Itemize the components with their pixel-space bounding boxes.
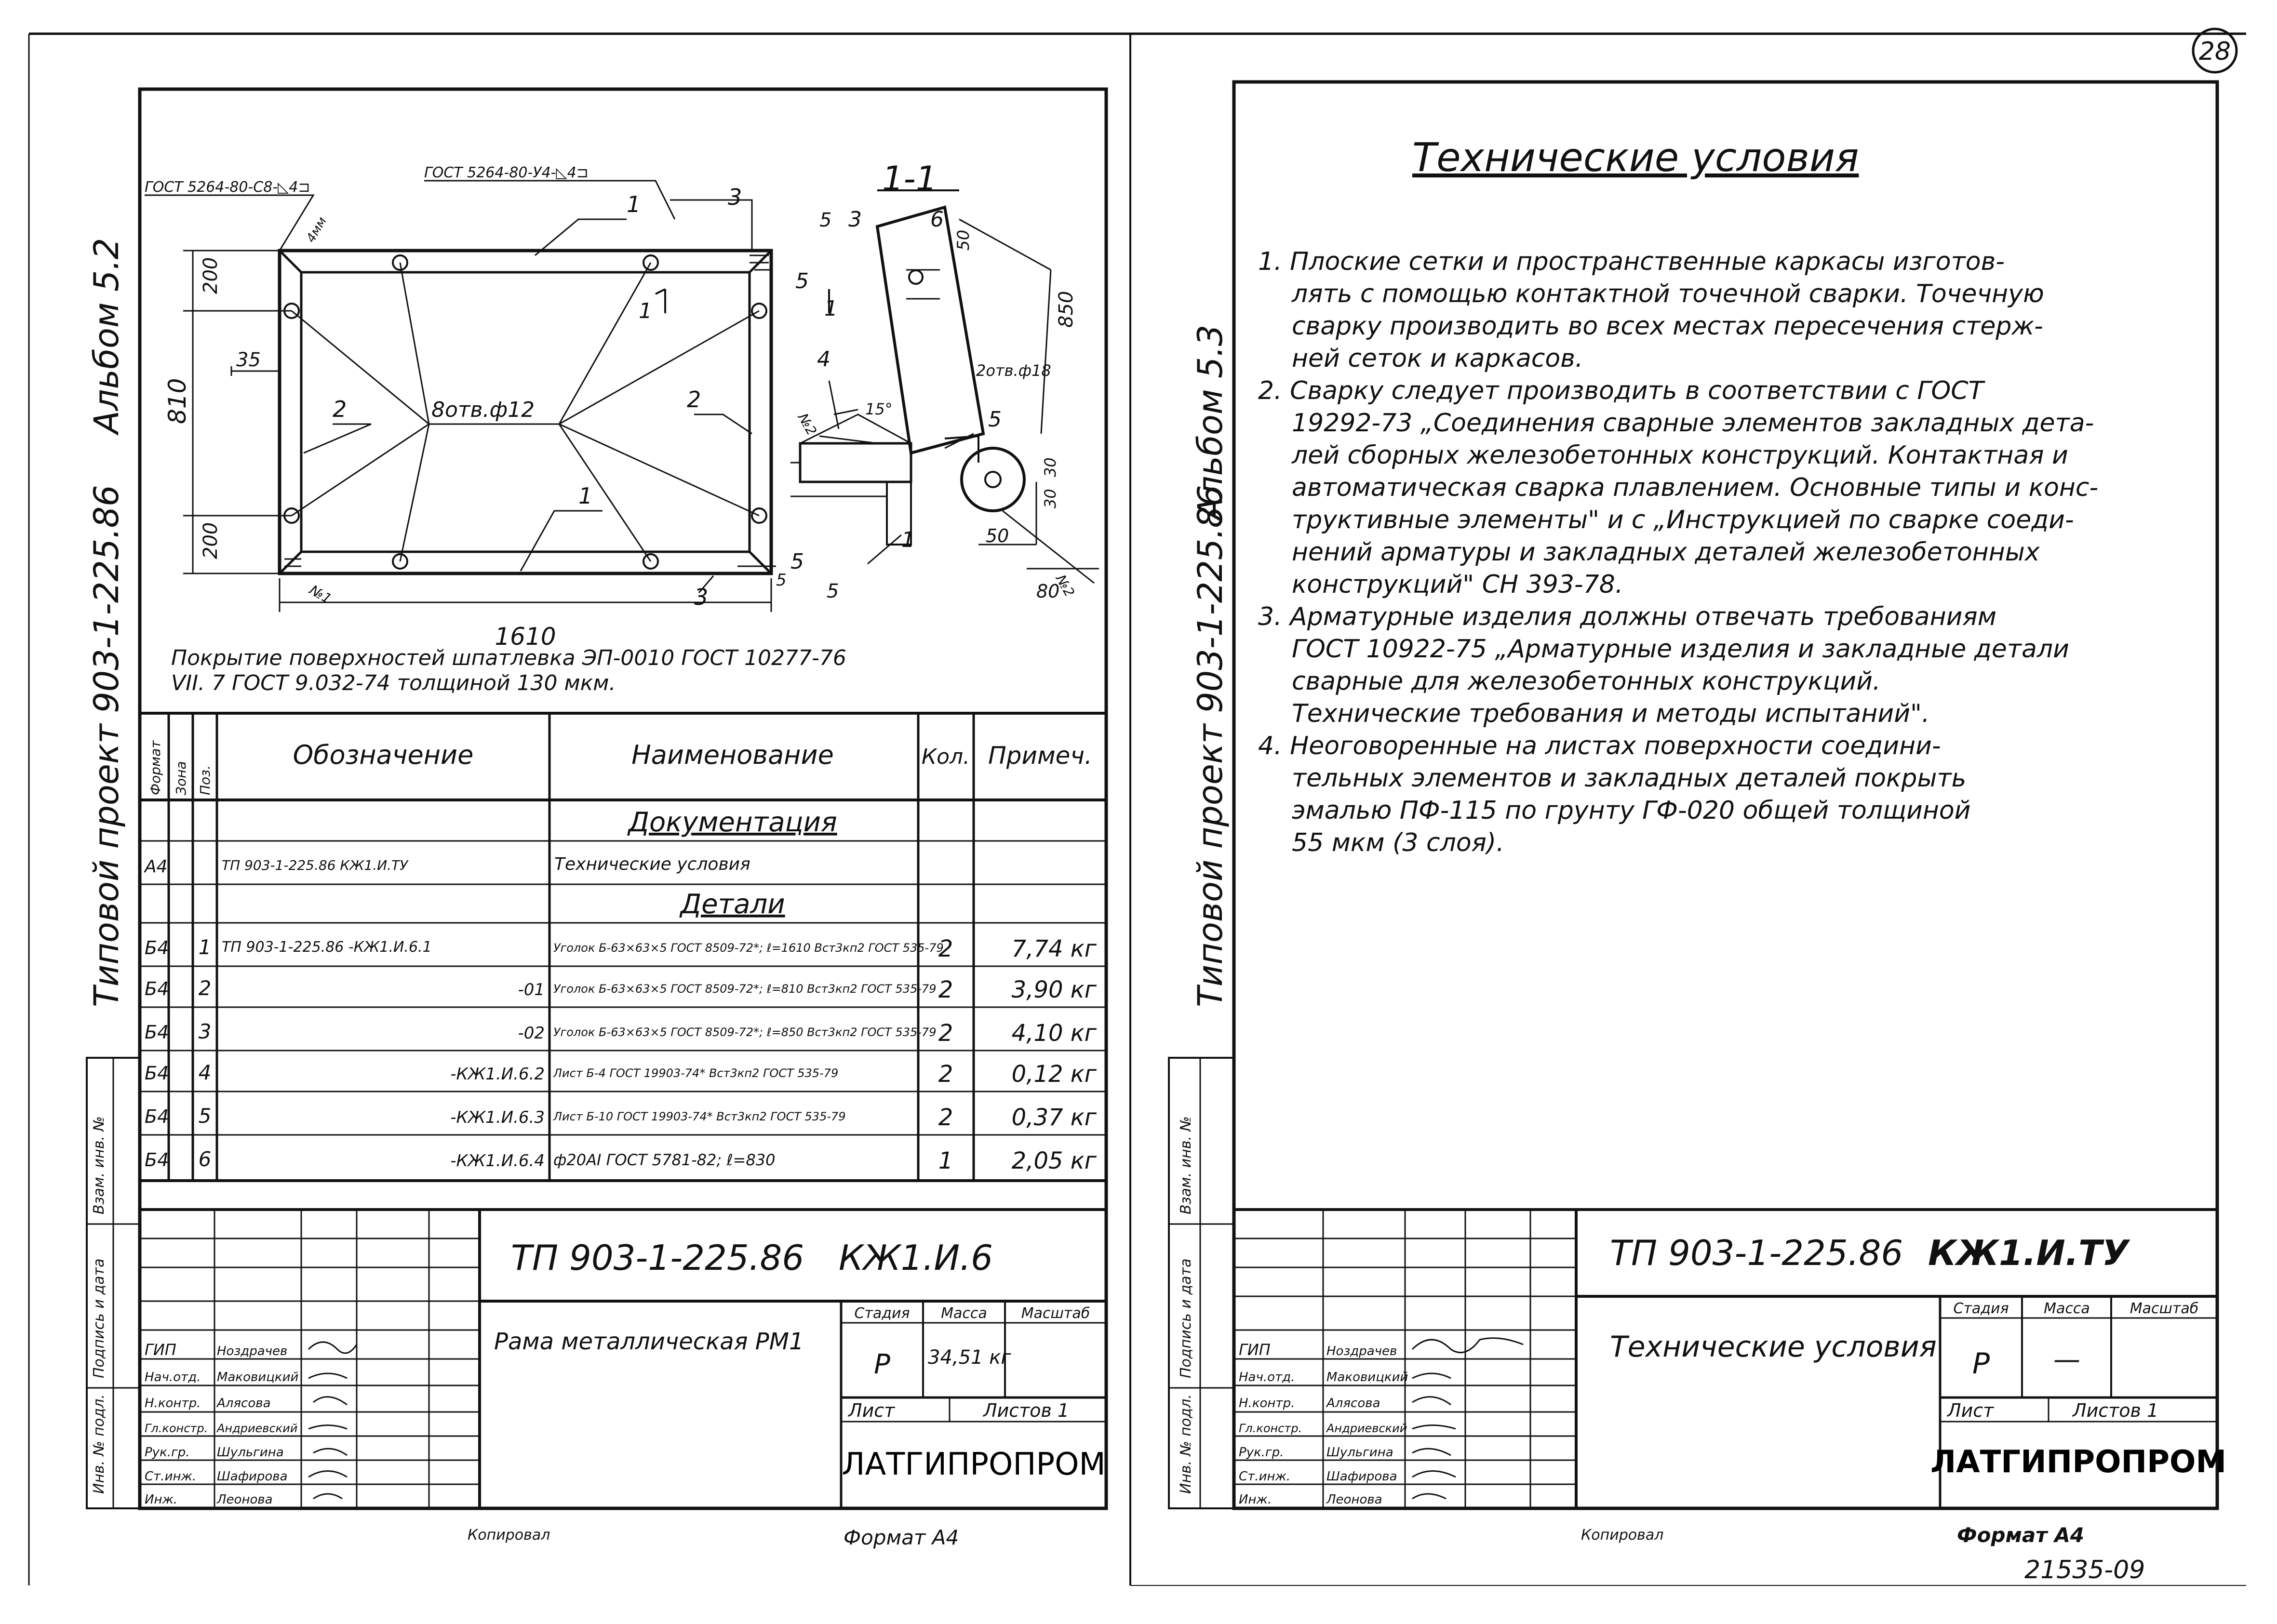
spec-header-qty: Кол. bbox=[921, 745, 970, 769]
signatures bbox=[308, 1342, 357, 1499]
left-tb-sheets: Листов 1 bbox=[983, 1400, 1070, 1421]
role-name: Шафирова bbox=[217, 1469, 288, 1484]
role-name: Маковицкий bbox=[1326, 1370, 1408, 1384]
part-label: 5 bbox=[795, 269, 809, 293]
role-name: Шульгина bbox=[217, 1445, 284, 1460]
left-side-album: Альбом 5.2 bbox=[87, 238, 126, 434]
row-name: Уголок Б-63×63×5 ГОСТ 8509-72*; ℓ=1610 Вст3кп2 ГОСТ 535-79 bbox=[553, 941, 944, 955]
right-tb-mass-header: Масса bbox=[2044, 1300, 2090, 1317]
role-name: Шафирова bbox=[1326, 1469, 1397, 1484]
condition-line: 55 мкм (3 слоя). bbox=[1292, 828, 1504, 857]
page-number: 28 bbox=[2198, 37, 2231, 66]
left-tb-title: Рама металлическая РМ1 bbox=[494, 1328, 804, 1355]
condition-line: 2. Сварку следует производить в соответствии с ГОСТ bbox=[1258, 376, 1984, 405]
row-qty: 2 bbox=[938, 935, 953, 962]
role-label: Нач.отд. bbox=[145, 1370, 201, 1384]
condition-line: 1. Плоские сетки и пространственные каркасы изготов- bbox=[1258, 247, 2005, 276]
row-format: Б4 bbox=[145, 978, 169, 999]
section-label: 3 bbox=[848, 207, 862, 232]
section-label: №2 bbox=[1052, 572, 1078, 600]
spec-section-documentation: Документация bbox=[628, 807, 837, 838]
right-tb-code: ТП 903-1-225.86 bbox=[1610, 1233, 1903, 1273]
role-name: Маковицкий bbox=[217, 1370, 299, 1384]
right-side-project: Типовой проект 903-1-225.86 bbox=[1191, 485, 1230, 1007]
left-format: Формат А4 bbox=[844, 1526, 959, 1549]
table-row bbox=[145, 1020, 1097, 1047]
right-tb-org: ЛАТГИПРОПРОМ bbox=[1930, 1444, 2227, 1480]
role-label: Н.контр. bbox=[145, 1396, 201, 1411]
role-name: Ноздрачев bbox=[1326, 1344, 1397, 1358]
dim-top: 200 bbox=[200, 257, 222, 294]
condition-line: сварные для железобетонных конструкций. bbox=[1292, 667, 1881, 696]
role-label: Инж. bbox=[145, 1492, 178, 1507]
doc-row-format: А4 bbox=[145, 857, 168, 877]
coating-note-line2: VII. 7 ГОСТ 9.032-74 толщиной 130 мкм. bbox=[171, 671, 616, 695]
coating-note-line1: Покрытие поверхностей шпатлевка ЭП-0010 ГОСТ 10277-76 bbox=[171, 646, 846, 670]
left-tb-sheet: Лист bbox=[848, 1400, 895, 1421]
weld-note-top: ГОСТ 5264-80-У4-◺4⊐ bbox=[424, 164, 589, 181]
right-format: Формат А4 bbox=[1957, 1523, 2084, 1547]
condition-line: ГОСТ 10922-75 „Арматурные изделия и закладные детали bbox=[1292, 635, 2069, 664]
spec-header-name: Наименование bbox=[631, 740, 834, 770]
section-dim: 850 bbox=[1055, 291, 1077, 328]
list-item bbox=[1258, 602, 2069, 728]
spec-header-format: Формат bbox=[147, 740, 163, 795]
row-designation: -01 bbox=[518, 980, 545, 999]
note-1: №1 bbox=[307, 582, 335, 607]
row-format: Б4 bbox=[145, 1106, 169, 1127]
left-tb-mass: 34,51 кг bbox=[928, 1346, 1011, 1369]
right-tb-code-suffix: КЖ1.И.ТУ bbox=[1928, 1233, 2129, 1273]
left-copied: Копировал bbox=[468, 1527, 550, 1544]
role-label: Н.контр. bbox=[1239, 1396, 1295, 1411]
signatures bbox=[1412, 1338, 1523, 1499]
condition-line: конструкций" СН 393-78. bbox=[1292, 570, 1623, 599]
role-name: Леонова bbox=[217, 1492, 273, 1507]
spec-section-details: Детали bbox=[680, 889, 785, 920]
role-name: Ноздрачев bbox=[217, 1344, 288, 1358]
left-tb-org: ЛАТГИПРОПРОМ bbox=[842, 1447, 1106, 1482]
condition-line: автоматическая сварка плавлением. Основные типы и конс- bbox=[1292, 473, 2099, 502]
dim-height: 810 bbox=[163, 378, 191, 424]
row-designation: -02 bbox=[518, 1024, 545, 1043]
condition-line: лей сборных железобетонных конструкций. Контактная и bbox=[1292, 441, 2068, 470]
role-name: Алясова bbox=[217, 1396, 271, 1411]
part-label: 1 bbox=[578, 483, 593, 509]
row-format: Б4 bbox=[145, 1063, 169, 1084]
right-tb-mass: — bbox=[2053, 1344, 2080, 1375]
right-tb-stage: Р bbox=[1972, 1347, 1990, 1381]
condition-line: сварку производить во всех местах пересечения стерж- bbox=[1292, 312, 2043, 341]
role-name: Алясова bbox=[1326, 1396, 1380, 1411]
role-name: Леонова bbox=[1326, 1492, 1382, 1507]
role-name: Андриевский bbox=[217, 1422, 298, 1435]
frame-plan-view bbox=[145, 181, 832, 612]
section-hole-icon bbox=[909, 270, 923, 284]
left-tb-scale-header: Масштаб bbox=[1021, 1305, 1090, 1322]
table-row bbox=[145, 1104, 1097, 1131]
tech-conditions-heading: Технические условия bbox=[1412, 135, 1859, 181]
right-side-label-0: Инв. № подл. bbox=[1178, 1394, 1194, 1494]
left-tb-code-suffix: КЖ1.И.6 bbox=[839, 1238, 993, 1278]
row-name: Уголок Б-63×63×5 ГОСТ 8509-72*; ℓ=850 Вст3кп2 ГОСТ 535-79 bbox=[553, 1025, 937, 1039]
role-label: Нач.отд. bbox=[1239, 1370, 1295, 1384]
part-label: 2 bbox=[687, 386, 701, 413]
right-copied: Копировал bbox=[1581, 1527, 1664, 1544]
condition-line: лять с помощью контактной точечной сварки. Точечную bbox=[1292, 280, 2044, 308]
role-label: Инж. bbox=[1239, 1492, 1272, 1507]
section-lug bbox=[962, 448, 1024, 511]
holes-label: 8отв.ф12 bbox=[431, 398, 535, 422]
small-5b: 5 bbox=[827, 580, 839, 602]
condition-line: ней сеток и каркасов. bbox=[1292, 344, 1583, 373]
section-dim: 30 bbox=[1041, 489, 1059, 508]
condition-line: 19292-73 „Соединения сварные элементов закладных дета- bbox=[1292, 409, 2094, 438]
row-qty: 2 bbox=[938, 1104, 953, 1131]
right-tb-roles bbox=[1239, 1338, 1523, 1507]
section-holes: 2отв.ф18 bbox=[976, 361, 1051, 380]
condition-line: 4. Неоговоренные на листах поверхности соедини- bbox=[1258, 732, 1941, 760]
left-side-label-2: Взам. инв. № bbox=[91, 1116, 107, 1214]
section-label: 4 bbox=[817, 347, 830, 372]
table-row bbox=[145, 976, 1097, 1003]
condition-line: 3. Арматурные изделия должны отвечать требованиям bbox=[1258, 602, 1996, 631]
section-lug-hole-icon bbox=[985, 472, 1001, 487]
list-item bbox=[1258, 732, 1970, 857]
right-tb-title: Технические условия bbox=[1610, 1330, 1937, 1364]
list-item bbox=[1258, 247, 2044, 373]
section-label: 15° bbox=[865, 400, 893, 418]
role-label: Рук.гр. bbox=[1239, 1445, 1284, 1460]
section-label: №2 bbox=[794, 411, 820, 439]
section-label: 5 bbox=[776, 571, 787, 590]
role-label: Ст.инж. bbox=[1239, 1469, 1291, 1484]
role-label: Гл.констр. bbox=[1239, 1422, 1302, 1435]
section-arrow-label: 1 bbox=[824, 296, 838, 321]
role-name: Андриевский bbox=[1326, 1422, 1407, 1435]
part-label: 2 bbox=[333, 396, 347, 422]
right-tb-stage-header: Стадия bbox=[1953, 1300, 2009, 1317]
left-side-label-0: Инв. № подл. bbox=[91, 1394, 107, 1494]
section-title: 1-1 bbox=[882, 159, 938, 199]
right-side-album: Альбом 5.3 bbox=[1191, 324, 1230, 520]
dim-offset: 35 bbox=[236, 349, 261, 371]
section-label: 5 bbox=[988, 407, 1002, 432]
part-label: 1 bbox=[627, 191, 641, 217]
left-side-project: Типовой проект 903-1-225.86 bbox=[87, 485, 126, 1007]
small-5a: 5 bbox=[819, 209, 832, 231]
left-tb-roles bbox=[145, 1341, 357, 1507]
row-pos: 6 bbox=[198, 1147, 212, 1171]
left-side-label-1: Подпись и дата bbox=[91, 1258, 107, 1378]
row-designation: ТП 903-1-225.86 -КЖ1.И.6.1 bbox=[222, 939, 432, 956]
right-side-label-2: Взам. инв. № bbox=[1178, 1116, 1194, 1214]
row-format: Б4 bbox=[145, 1149, 169, 1171]
role-name: Шульгина bbox=[1326, 1445, 1393, 1460]
spec-header-pos: Поз. bbox=[197, 765, 213, 795]
row-note: 4,10 кг bbox=[1011, 1020, 1097, 1047]
dim-total-width: 1610 bbox=[495, 623, 556, 651]
conditions-list bbox=[1258, 247, 2098, 857]
row-format: Б4 bbox=[145, 1022, 169, 1043]
part-label: 5 bbox=[790, 549, 804, 574]
role-label: Рук.гр. bbox=[145, 1445, 190, 1460]
table-row bbox=[145, 935, 1097, 962]
row-qty: 2 bbox=[938, 1061, 953, 1088]
role-label: ГИП bbox=[145, 1341, 176, 1359]
role-label: Ст.инж. bbox=[145, 1469, 197, 1484]
right-side-label-1: Подпись и дата bbox=[1178, 1258, 1194, 1378]
row-name: ф20АI ГОСТ 5781-82; ℓ=830 bbox=[553, 1151, 776, 1169]
left-tb-stage-header: Стадия bbox=[854, 1305, 910, 1322]
section-plate bbox=[800, 443, 911, 482]
doc-row-designation: ТП 903-1-225.86 КЖ1.И.ТУ bbox=[222, 857, 408, 873]
row-note: 0,37 кг bbox=[1011, 1104, 1097, 1131]
spec-header-designation: Обозначение bbox=[293, 740, 474, 770]
condition-line: тельных элементов и закладных деталей покрыть bbox=[1292, 764, 1967, 793]
row-note: 3,90 кг bbox=[1011, 976, 1097, 1003]
row-note: 0,12 кг bbox=[1011, 1061, 1097, 1088]
row-qty: 2 bbox=[938, 1020, 953, 1047]
left-tb-stage: Р bbox=[874, 1349, 890, 1380]
condition-line: Технические требования и методы испытаний". bbox=[1292, 699, 1930, 728]
table-row bbox=[145, 1061, 1097, 1088]
spec-header-note: Примеч. bbox=[988, 742, 1092, 770]
section-dim: 80 bbox=[1036, 581, 1060, 602]
part-label: 3 bbox=[694, 584, 709, 610]
spec-header-zone: Зона bbox=[173, 761, 189, 795]
weld-note-left: ГОСТ 5264-80-С8-◺4⊐ bbox=[145, 179, 310, 196]
part-label: 1 bbox=[639, 299, 652, 323]
role-label: ГИП bbox=[1239, 1341, 1271, 1359]
condition-line: нений арматуры и закладных деталей железобетонных bbox=[1292, 538, 2040, 567]
section-label: 6 bbox=[930, 207, 944, 232]
table-row bbox=[145, 1147, 1097, 1174]
row-pos: 5 bbox=[198, 1104, 212, 1128]
row-pos: 2 bbox=[198, 976, 212, 1000]
dim-bottom: 200 bbox=[200, 522, 222, 559]
row-designation: -КЖ1.И.6.4 bbox=[450, 1151, 545, 1171]
section-label: 1 bbox=[901, 528, 915, 552]
condition-line: труктивные элементы" и с „Инструкцией по сварке соеди- bbox=[1292, 506, 2074, 534]
section-dim: 50 bbox=[954, 229, 973, 251]
row-note: 7,74 кг bbox=[1011, 935, 1097, 962]
row-pos: 4 bbox=[198, 1061, 212, 1084]
row-name: Лист Б-10 ГОСТ 19903-74* Вст3кп2 ГОСТ 535-79 bbox=[553, 1110, 846, 1123]
row-qty: 1 bbox=[938, 1147, 953, 1174]
section-dim: 30 bbox=[1041, 457, 1059, 477]
weld-note-small: 4мм bbox=[304, 214, 330, 245]
row-format: Б4 bbox=[145, 937, 169, 958]
row-designation: -КЖ1.И.6.2 bbox=[450, 1065, 545, 1084]
row-note: 2,05 кг bbox=[1011, 1147, 1097, 1174]
right-tb-sheets: Листов 1 bbox=[2073, 1400, 2159, 1421]
section-dim: 50 bbox=[986, 525, 1009, 546]
row-name: Уголок Б-63×63×5 ГОСТ 8509-72*; ℓ=810 Вст3кп2 ГОСТ 535-79 bbox=[553, 982, 937, 996]
row-designation: -КЖ1.И.6.3 bbox=[450, 1108, 545, 1127]
row-name: Лист Б-4 ГОСТ 19903-74* Вст3кп2 ГОСТ 535-79 bbox=[553, 1066, 839, 1080]
left-tb-code: ТП 903-1-225.86 bbox=[511, 1238, 804, 1278]
row-pos: 1 bbox=[198, 935, 212, 959]
right-tb-sheet: Лист bbox=[1947, 1400, 1994, 1421]
doc-row-name: Технические условия bbox=[554, 854, 750, 874]
condition-line: эмалью ПФ-115 по грунту ГФ-020 общей толщиной bbox=[1292, 796, 1971, 825]
bottom-stamp-number: 21535-09 bbox=[2024, 1556, 2145, 1584]
part-label: 3 bbox=[728, 184, 742, 210]
role-label: Гл.констр. bbox=[145, 1422, 208, 1435]
right-tb-scale-header: Масштаб bbox=[2130, 1300, 2199, 1317]
left-tb-mass-header: Масса bbox=[941, 1305, 987, 1322]
row-qty: 2 bbox=[938, 976, 953, 1003]
list-item bbox=[1258, 376, 2098, 599]
row-pos: 3 bbox=[198, 1020, 212, 1043]
section-1-1-view bbox=[790, 190, 1099, 583]
